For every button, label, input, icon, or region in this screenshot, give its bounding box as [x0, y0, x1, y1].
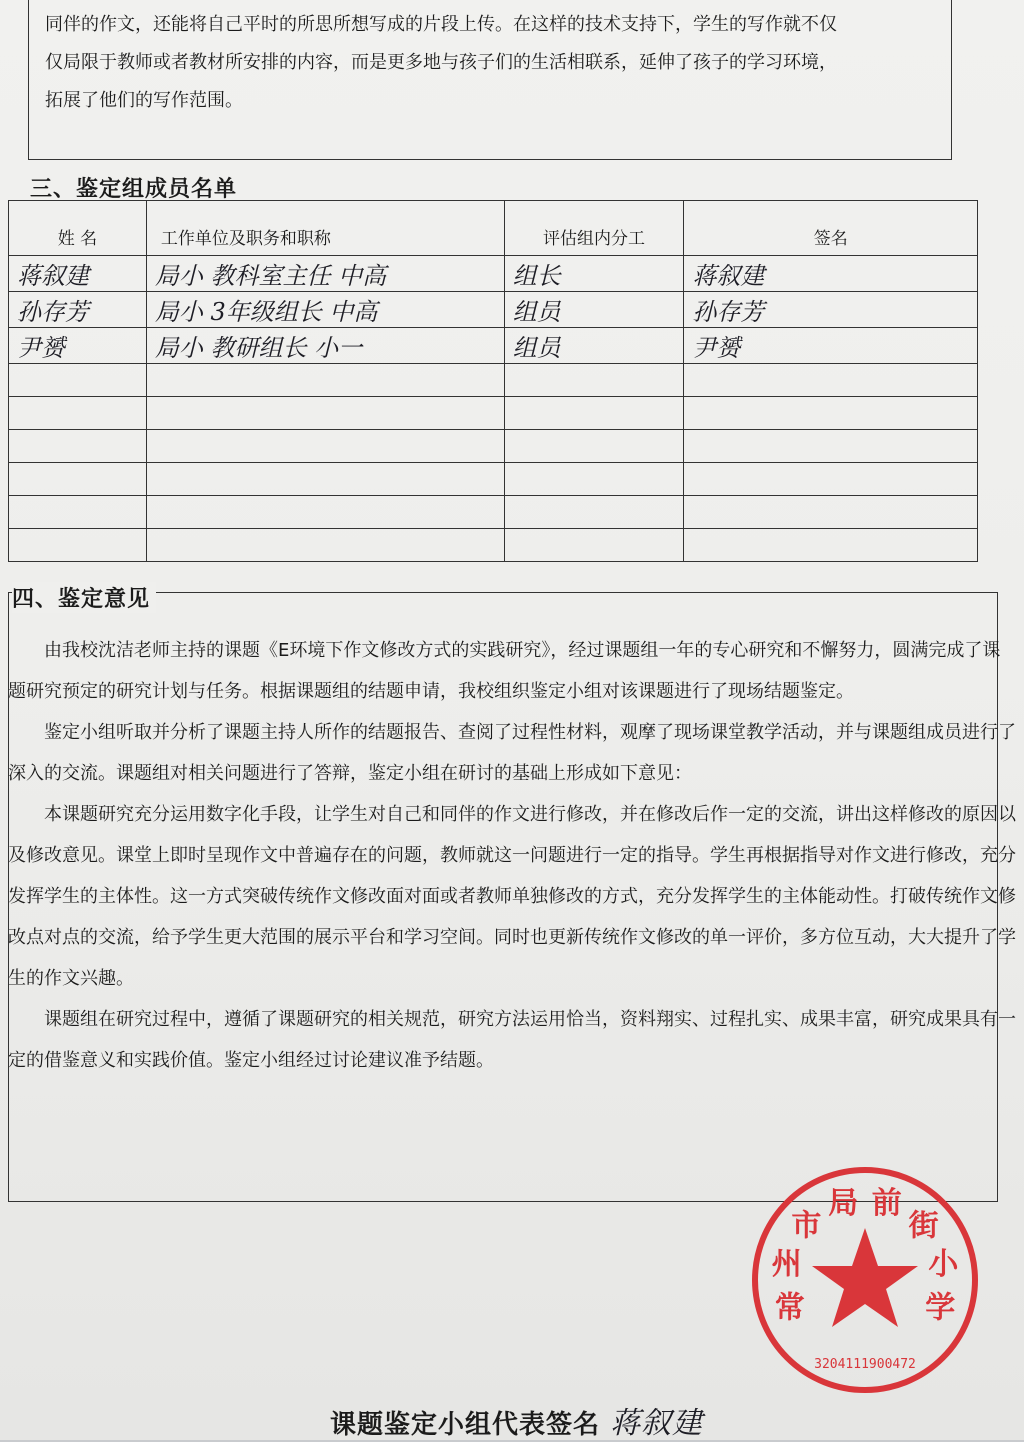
opinion-paragraph-1: 由我校沈洁老师主持的课题《E环境下作文修改方式的实践研究》，经过课题组一年的专心研究和不懈努力，圆满完成了课题研究预定的研究计划与任务。根据课题组的结题申请，我校组织鉴定小组对该课题进行了现场结题鉴定。	[8, 640, 1001, 702]
member-role	[504, 397, 684, 430]
member-role: 组员	[504, 328, 684, 364]
member-unit: 局小 教研组长 小一	[146, 328, 504, 364]
header-role: 评估组内分工	[504, 201, 684, 256]
representative-signature-line	[330, 1398, 703, 1442]
previous-section-box	[28, 0, 952, 160]
member-name	[9, 496, 147, 529]
member-sign	[684, 463, 978, 496]
member-row	[9, 292, 978, 328]
opinion-paragraph-4: 课题组在研究过程中，遵循了课题研究的相关规范，研究方法运用恰当，资料翔实、过程扎实、成果丰富，研究成果具有一定的借鉴意义和实践价值。鉴定小组经过讨论建议准予结题。	[8, 1009, 1016, 1071]
member-role	[504, 364, 684, 397]
member-table	[8, 200, 978, 562]
member-role	[504, 463, 684, 496]
member-row	[9, 397, 978, 430]
member-role	[504, 529, 684, 562]
member-name	[9, 397, 147, 430]
header-sign: 签名	[684, 201, 978, 256]
member-name	[9, 463, 147, 496]
seal-text: 常州市局 前街小学	[771, 1186, 959, 1326]
member-unit: 局小 3年级组长 中高	[146, 292, 504, 328]
seal-code: 3204111900472	[814, 1357, 916, 1372]
member-sign: 尹赟	[684, 328, 978, 364]
section4-title: 四、鉴定意见	[12, 582, 156, 613]
member-unit	[146, 529, 504, 562]
member-name: 蒋叙建	[9, 256, 147, 292]
member-row	[9, 496, 978, 529]
member-sign	[684, 430, 978, 463]
member-name: 尹赟	[9, 328, 147, 364]
member-sign: 蒋叙建	[684, 256, 978, 292]
section3-title: 三、鉴定组成员名单	[30, 177, 238, 202]
member-role	[504, 496, 684, 529]
member-sign: 孙存芳	[684, 292, 978, 328]
member-unit	[146, 364, 504, 397]
representative-signature-label: 课题鉴定小组代表签名	[330, 1410, 601, 1440]
member-sign	[684, 364, 978, 397]
member-unit	[146, 397, 504, 430]
member-row	[9, 364, 978, 397]
member-role: 组长	[504, 256, 684, 292]
member-row	[9, 430, 978, 463]
member-name: 孙存芳	[9, 292, 147, 328]
header-unit: 工作单位及职务和职称	[146, 201, 504, 256]
member-sign	[684, 397, 978, 430]
member-row	[9, 463, 978, 496]
previous-line-3: 拓展了他们的写作范围。	[45, 90, 243, 111]
member-row	[9, 328, 978, 364]
previous-line-2: 仅局限于教师或者教材所安排的内容，而是更多地与孩子们的生活相联系，延伸了孩子的学习环境，	[45, 52, 837, 73]
opinion-paragraph-3: 本课题研究充分运用数字化手段，让学生对自己和同伴的作文进行修改，并在修改后作一定的交流，讲出这样修改的原因以及修改意见。课堂上即时呈现作文中普遍存在的问题，教师就这一问题进行一定的指导。学生再根据指导对作文进行修改，充分发挥学生的主体性。这一方式突破传统作文修改面对面或者教师单独修改的方式，充分发挥学生的主体能动性。打破传统作文修改点对点的交流，给予学生更大范围的展示平台和学习空间。同时也更新传统作文修改的单一评价，多方位互动，大大提升了学生的作文兴趣。	[8, 804, 1016, 989]
member-name	[9, 430, 147, 463]
seal-star	[812, 1228, 918, 1327]
member-unit	[146, 496, 504, 529]
member-role	[504, 430, 684, 463]
member-unit: 局小 教科室主任 中高	[146, 256, 504, 292]
official-seal	[745, 1160, 985, 1400]
opinion-paragraph-2: 鉴定小组听取并分析了课题主持人所作的结题报告、查阅了过程性材料，观摩了现场课堂教学活动，并与课题组成员进行了深入的交流。课题组对相关问题进行了答辩，鉴定小组在研讨的基础上形成如下意见：	[8, 722, 1016, 784]
member-row	[9, 529, 978, 562]
member-unit	[146, 463, 504, 496]
header-name: 姓 名	[9, 201, 147, 256]
member-table-header	[9, 201, 978, 256]
member-unit	[146, 430, 504, 463]
representative-signature: 蒋叙建	[610, 1406, 704, 1441]
opinion-text	[8, 630, 1018, 1081]
member-sign	[684, 529, 978, 562]
member-sign	[684, 496, 978, 529]
member-name	[9, 364, 147, 397]
previous-line-1: 同伴的作文，还能将自己平时的所思所想写成的片段上传。在这样的技术支持下，学生的写作就不仅	[45, 14, 837, 35]
member-name	[9, 529, 147, 562]
member-role: 组员	[504, 292, 684, 328]
member-row	[9, 256, 978, 292]
